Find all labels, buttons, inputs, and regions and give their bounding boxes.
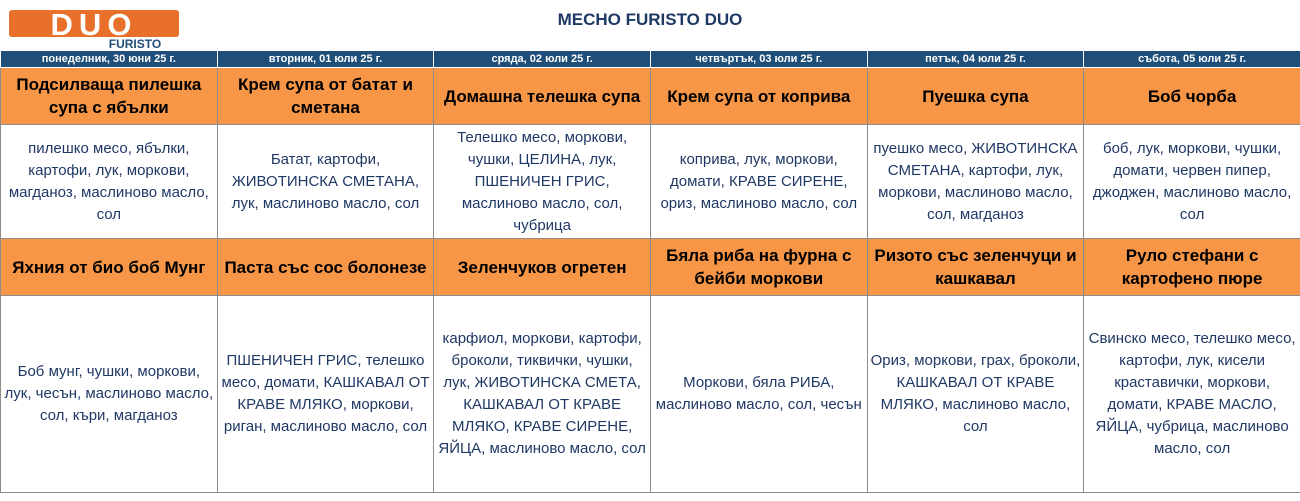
soup-name: Домашна телешка супа <box>434 68 651 125</box>
day-header: понеделник, 30 юни 25 г. <box>1 51 218 68</box>
soup-name: Крем супа от батат и сметана <box>217 68 434 125</box>
menu-table <box>0 50 1300 493</box>
soup-ingredients-row <box>1 125 1300 239</box>
logo-sub-text: FURISTO <box>108 37 162 50</box>
page-header <box>0 0 1300 50</box>
day-header: четвъртък, 03 юли 25 г. <box>650 51 867 68</box>
main-dish-name: Яхния от био боб Мунг <box>1 239 218 296</box>
day-header: вторник, 01 юли 25 г. <box>217 51 434 68</box>
soup-name: Пуешка супа <box>867 68 1084 125</box>
soup-name: Крем супа от коприва <box>650 68 867 125</box>
main-dish-name: Зеленчуков огретен <box>434 239 651 296</box>
main-dish-ingredients: карфиол, моркови, картофи, броколи, тиквички, чушки, лук, ЖИВОТИНСКА СМЕТА, КАШКАВАЛ ОТ КРАВЕ МЛЯКО, КРАВЕ СИРЕНЕ, ЯЙЦА, маслиново масло, сол <box>434 296 651 493</box>
main-dish-ingredients: ПШЕНИЧЕН ГРИС, телешко месо, домати, КАШКАВАЛ ОТ КРАВЕ МЛЯКО, моркови, риган, маслиново масло, сол <box>217 296 434 493</box>
soup-ingredients: Телешко месо, моркови, чушки, ЦЕЛИНА, лук, ПШЕНИЧЕН ГРИС, маслиново масло, сол, чубрица <box>434 125 651 239</box>
main-dish-ingredients: Ориз, моркови, грах, броколи, КАШКАВАЛ ОТ КРАВЕ МЛЯКО, маслиново масло, сол <box>867 296 1084 493</box>
soup-name-row <box>1 68 1300 125</box>
soup-name: Боб чорба <box>1084 68 1300 125</box>
soup-ingredients: коприва, лук, моркови, домати, КРАВЕ СИРЕНЕ, ориз, маслиново масло, сол <box>650 125 867 239</box>
main-dish-name: Бяла риба на фурна с бейби моркови <box>650 239 867 296</box>
page-title: МЕСНО FURISTO DUO <box>557 10 743 29</box>
day-header: петък, 04 юли 25 г. <box>867 51 1084 68</box>
day-header: сряда, 02 юли 25 г. <box>434 51 651 68</box>
main-dish-name: Паста със сос болонезе <box>217 239 434 296</box>
main-name-row <box>1 239 1300 296</box>
main-dish-ingredients: Моркови, бяла РИБА, маслиново масло, сол, чесън <box>650 296 867 493</box>
soup-ingredients: пилешко месо, ябълки, картофи, лук, моркови, магданоз, маслиново масло, сол <box>1 125 218 239</box>
day-header-row <box>1 51 1300 68</box>
main-dish-name: Ризото със зеленчуци и кашкавал <box>867 239 1084 296</box>
main-dish-name: Руло стефани с картофено пюре <box>1084 239 1300 296</box>
soup-ingredients: Батат, картофи, ЖИВОТИНСКА СМЕТАНА, лук, маслиново масло, сол <box>217 125 434 239</box>
main-ingredients-row <box>1 296 1300 493</box>
logo-main-text: DUO <box>50 7 138 42</box>
soup-ingredients: пуешко месо, ЖИВОТИНСКА СМЕТАНА, картофи, лук, моркови, маслиново масло, сол, магданоз <box>867 125 1084 239</box>
soup-name: Подсилваща пилешка супа с ябълки <box>1 68 218 125</box>
main-dish-ingredients: Боб мунг, чушки, моркови, лук, чесън, маслиново масло, сол, къри, магданоз <box>1 296 218 493</box>
day-header: събота, 05 юли 25 г. <box>1084 51 1300 68</box>
main-dish-ingredients: Свинско месо, телешко месо, картофи, лук, кисели краставички, моркови, домати, КРАВЕ МАСЛО, ЯЙЦА, чубрица, маслиново масло, сол <box>1084 296 1300 493</box>
soup-ingredients: боб, лук, моркови, чушки, домати, червен пипер, джоджен, маслиново масло, сол <box>1084 125 1300 239</box>
